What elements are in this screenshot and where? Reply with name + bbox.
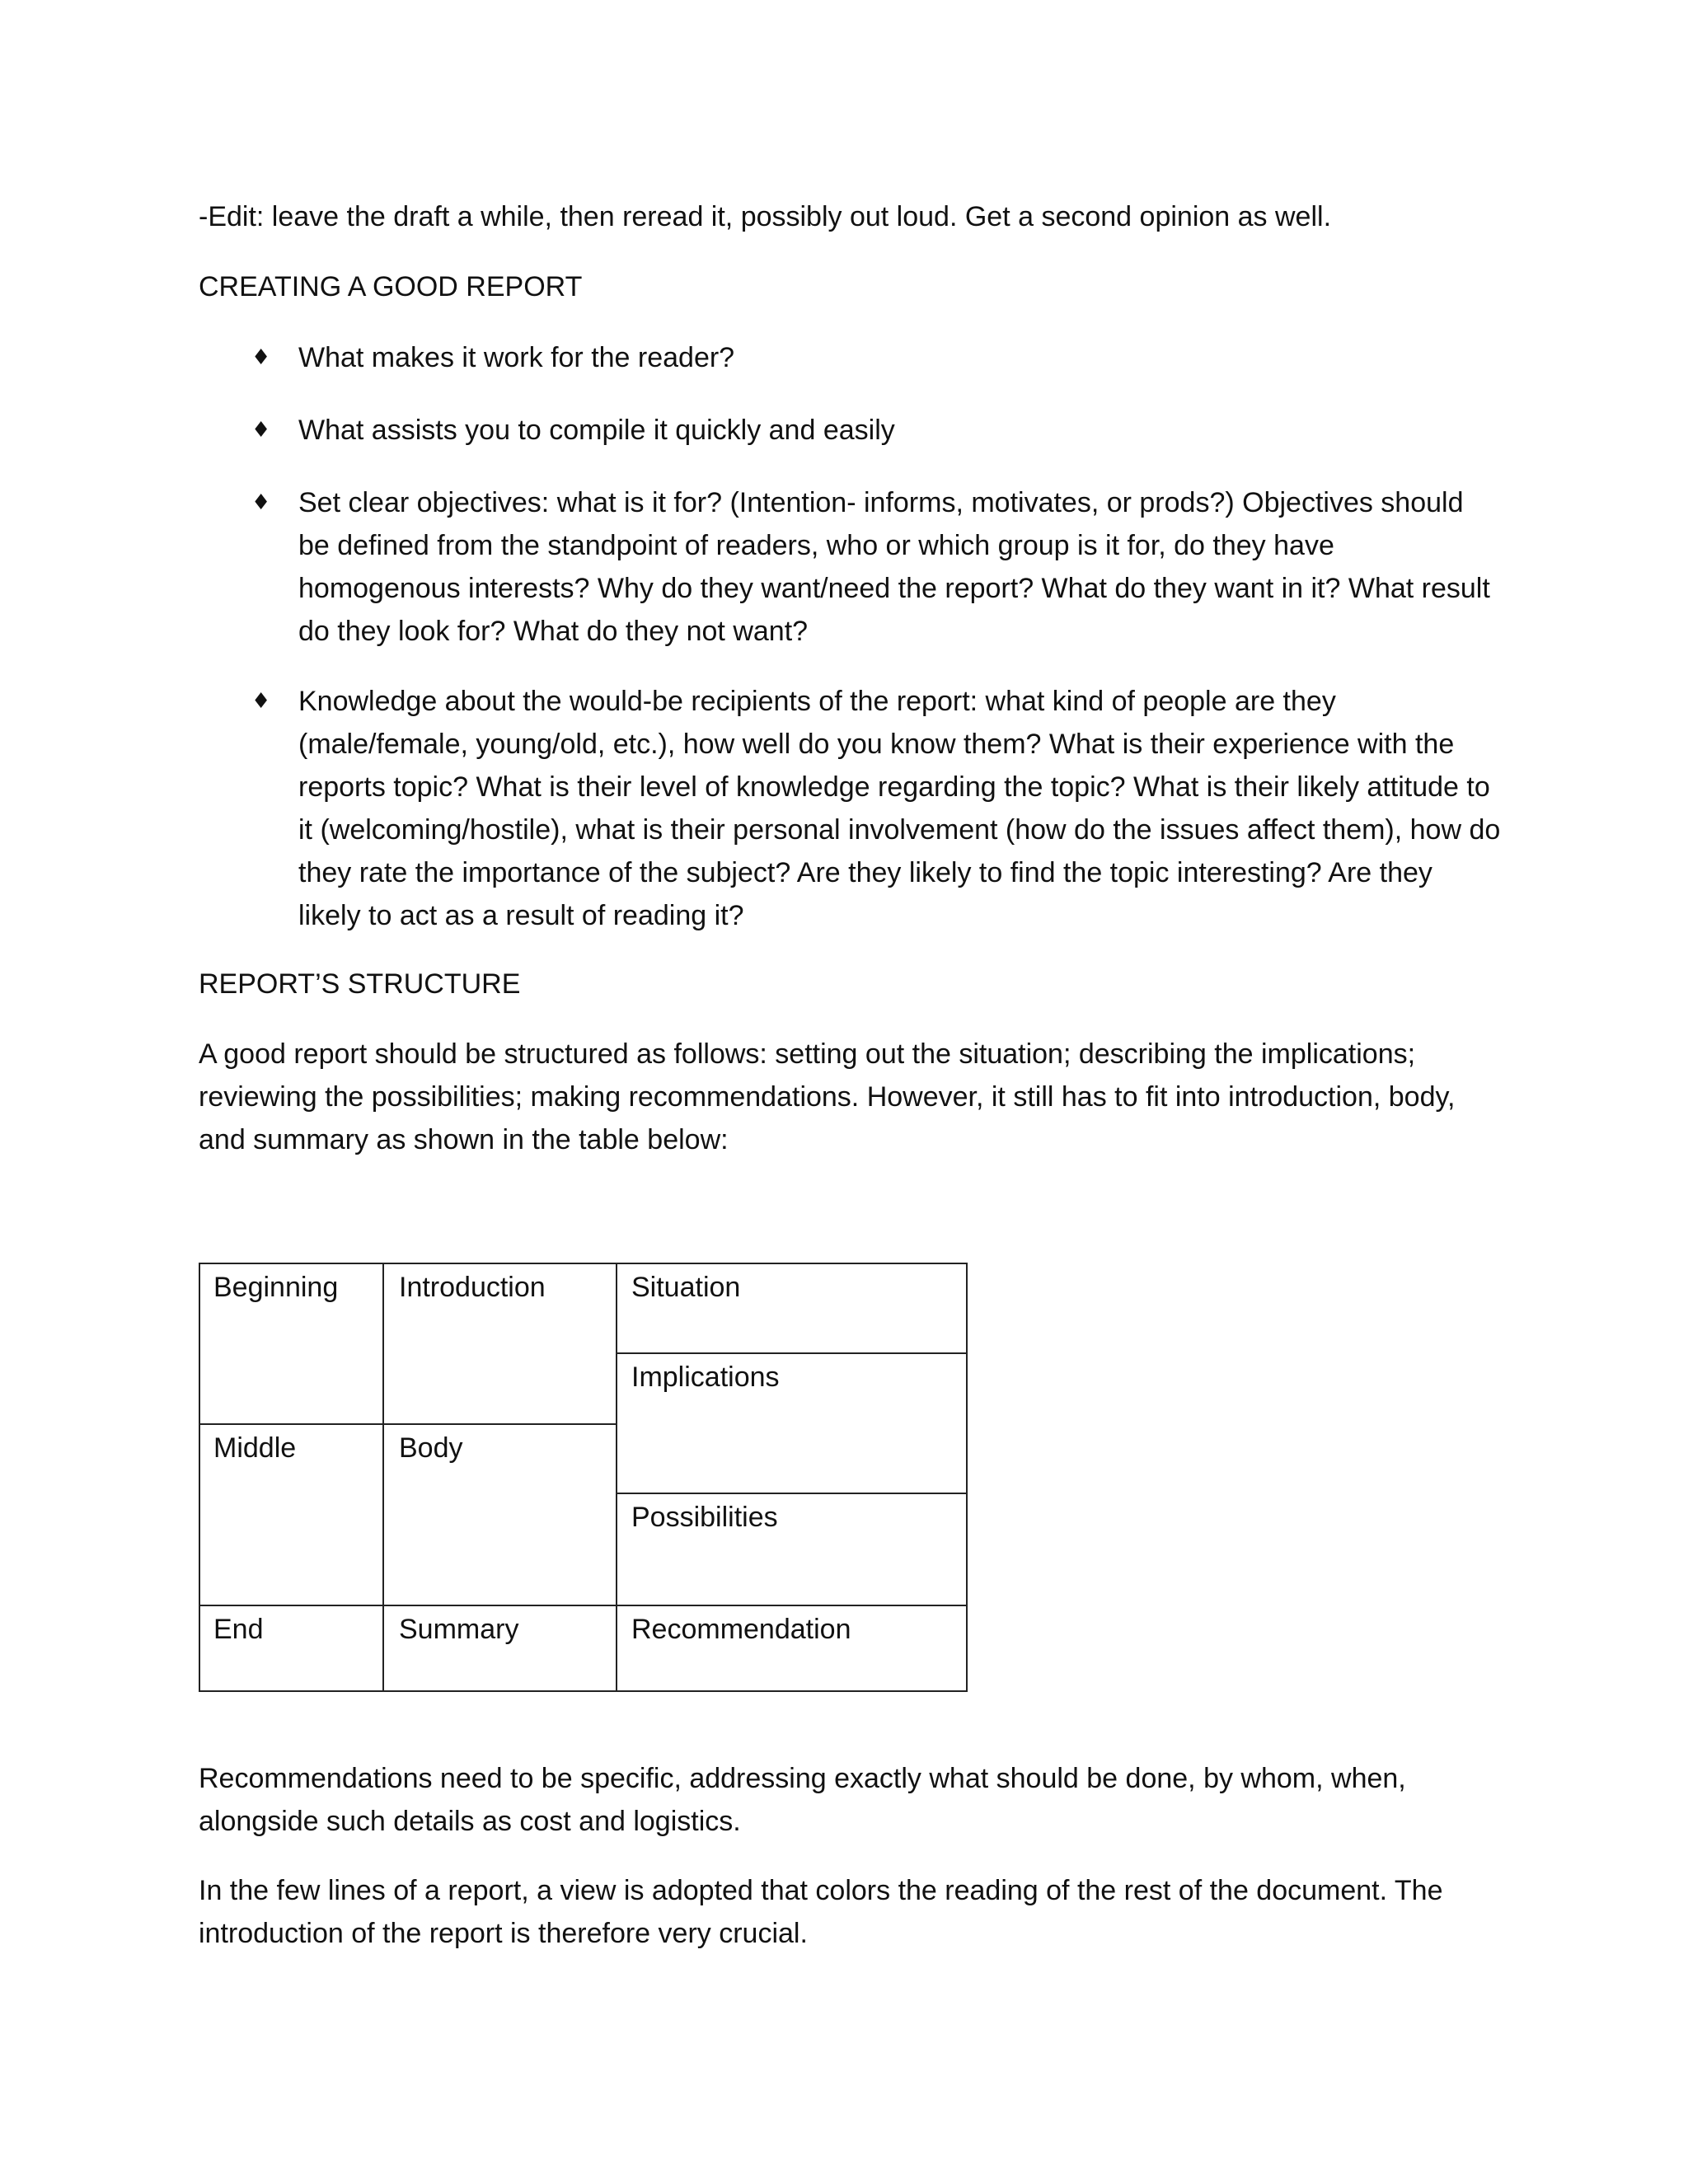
bullet-text: What assists you to compile it quickly and easily	[298, 415, 895, 446]
table-border	[199, 1690, 968, 1692]
table-cell: Body	[399, 1432, 463, 1464]
table-row-divider	[199, 1605, 968, 1606]
bullet-text: Set clear objectives: what is it for? (Intention- informs, motivates, or prods?) Objectives should be defined from the standpoint of readers, who or which group is it for, do they have homogenous interests? Why do they want/need the report? What do they want in it? What result do they look for? What do they not want?	[298, 487, 1490, 647]
creating-heading: CREATING A GOOD REPORT	[199, 271, 583, 302]
diamond-bullet-icon: ♦	[251, 490, 271, 515]
bullet-text: What makes it work for the reader?	[298, 342, 735, 373]
diamond-bullet-icon: ♦	[251, 689, 271, 714]
table-cell: Possibilities	[631, 1502, 778, 1533]
introduction-paragraph: In the few lines of a report, a view is adopted that colors the reading of the rest of the document. The introduction of the report is therefore very crucial.	[199, 1875, 1443, 1949]
table-row-divider	[616, 1493, 968, 1494]
table-cell: Summary	[399, 1614, 519, 1645]
table-row-divider	[616, 1352, 968, 1354]
report-structure-table	[199, 1263, 968, 1692]
table-cell: Middle	[213, 1432, 297, 1464]
table-cell: Introduction	[399, 1272, 546, 1303]
bullet-text: Knowledge about the would-be recipients of the report: what kind of people are they (male/female, young/old, etc.), how well do you know them? What is their experience with the reports topic? What is their level of knowledge regarding the topic? What is their likely attitude to it (welcoming/hostile), what is their personal involvement (how do the issues affect them), how do they rate the importance of the subject? Are they likely to find the topic interesting? Are they likely to act as a result of reading it?	[298, 686, 1501, 931]
table-border	[199, 1263, 200, 1692]
edit-line: -Edit: leave the draft a while, then reread it, possibly out loud. Get a second opinion as well.	[199, 201, 1332, 232]
table-column-divider	[382, 1263, 384, 1692]
table-cell: Beginning	[213, 1272, 339, 1303]
structure-intro: A good report should be structured as follows: setting out the situation; describing the implications; reviewing the possibilities; making recommendations. However, it still has to fit into introduction, body, and summary as shown in the table below:	[199, 1038, 1456, 1155]
table-row-divider	[199, 1423, 617, 1425]
recommendations-paragraph: Recommendations need to be specific, addressing exactly what should be done, by whom, when, alongside such details as cost and logistics.	[199, 1763, 1406, 1837]
diamond-bullet-icon: ♦	[251, 345, 271, 370]
diamond-bullet-icon: ♦	[251, 418, 271, 443]
table-column-divider	[616, 1263, 617, 1692]
table-border	[966, 1263, 968, 1692]
table-cell: Recommendation	[631, 1614, 851, 1645]
table-cell: Implications	[631, 1361, 780, 1393]
table-cell: End	[213, 1614, 264, 1645]
table-cell: Situation	[631, 1272, 741, 1303]
table-border	[199, 1263, 968, 1264]
structure-heading: REPORT’S STRUCTURE	[199, 968, 521, 1000]
